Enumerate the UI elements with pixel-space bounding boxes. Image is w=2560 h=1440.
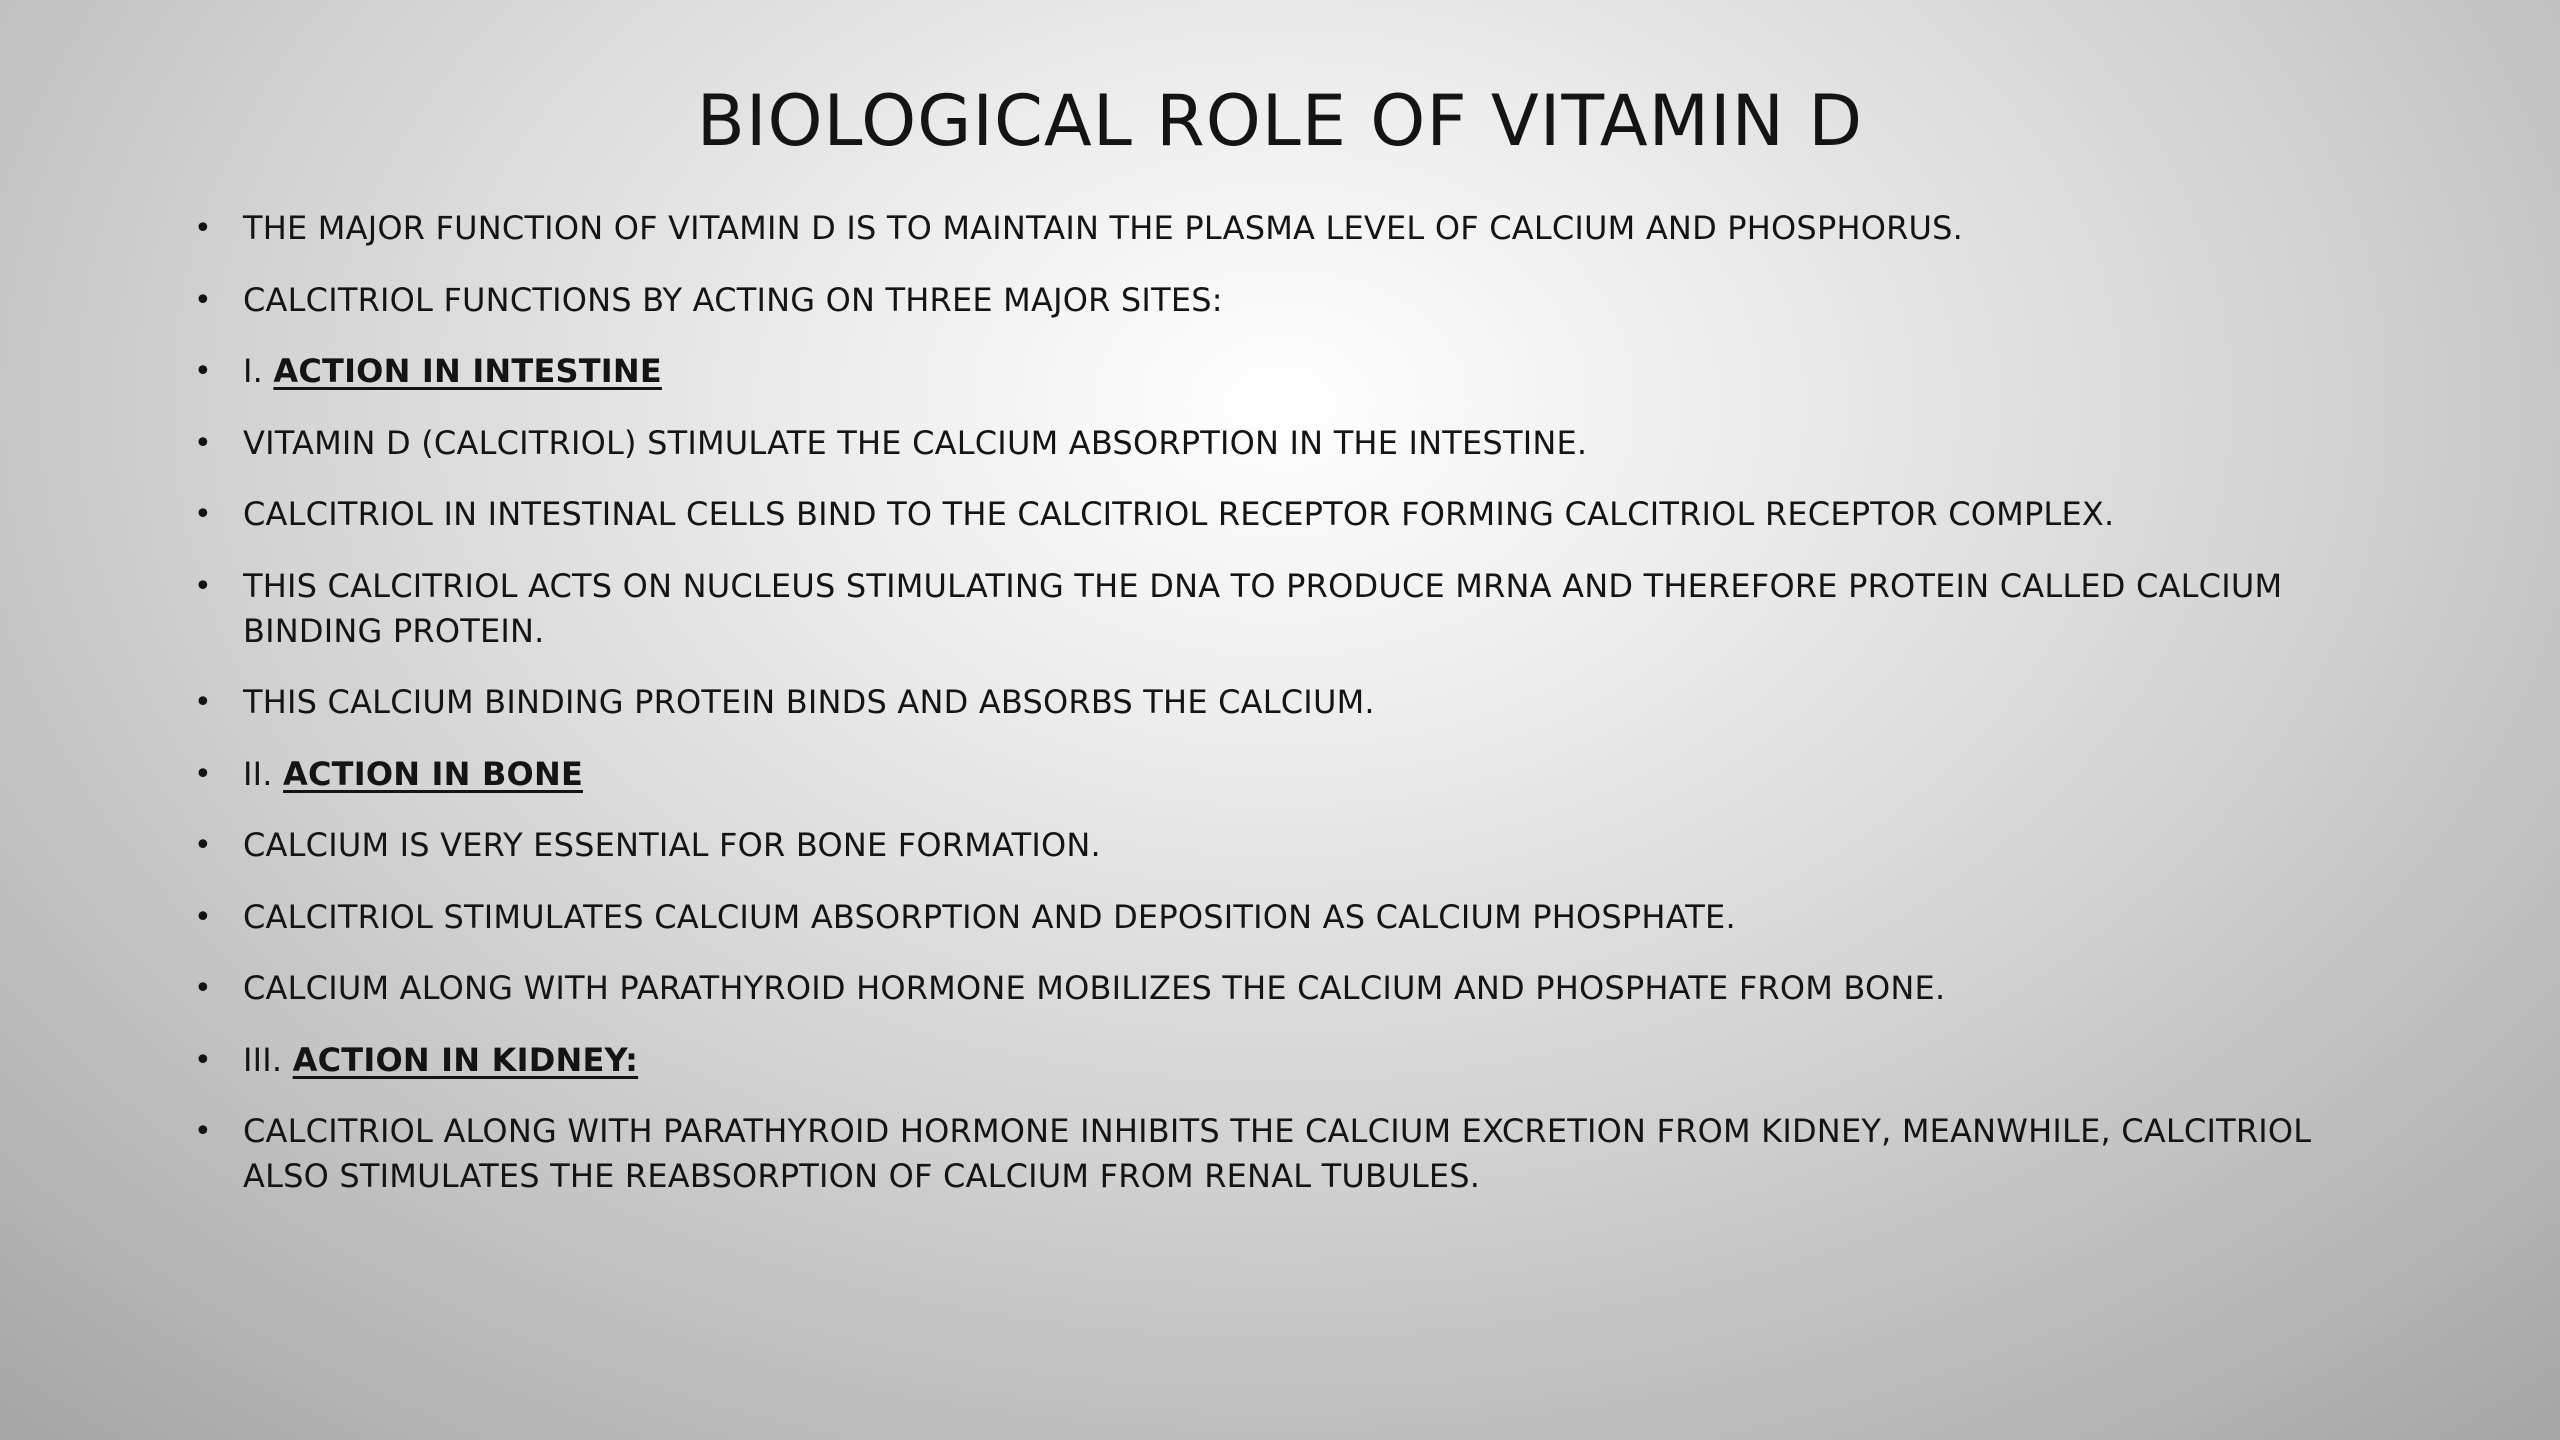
- section-heading-text: ACTION IN INTESTINE: [273, 352, 662, 390]
- bullet-item: [186, 278, 2336, 323]
- bullet-text: THE MAJOR FUNCTION OF VITAMIN D IS TO MAINTAIN THE PLASMA LEVEL OF CALCIUM AND PHOSPHORUS.: [243, 209, 1964, 247]
- bullet-item: [186, 421, 2336, 466]
- bullet-text: CALCITRIOL FUNCTIONS BY ACTING ON THREE MAJOR SITES:: [243, 280, 1223, 319]
- bullet-list: [186, 206, 2336, 1226]
- bullet-text: CALCIUM IS VERY ESSENTIAL FOR BONE FORMATION.: [243, 826, 1101, 864]
- bullet-text: VITAMIN D (CALCITRIOL) STIMULATE THE CALCIUM ABSORPTION IN THE INTESTINE.: [243, 423, 1588, 462]
- slide-title: BIOLOGICAL ROLE OF VITAMIN D: [696, 80, 1864, 162]
- bullet-text: THIS CALCITRIOL ACTS ON NUCLEUS STIMULATING THE DNA TO PRODUCE MRNA AND THEREFORE PROTEIN CALLED CALCIUM BINDING PROTEIN.: [243, 566, 2283, 650]
- section-numeral: II.: [243, 754, 284, 793]
- section-heading-intestine: [186, 349, 2336, 394]
- bullet-text: CALCITRIOL IN INTESTINAL CELLS BIND TO THE CALCITRIOL RECEPTOR FORMING CALCITRIOL RECEPTOR COMPLEX.: [243, 495, 2115, 533]
- bullet-text: THIS CALCIUM BINDING PROTEIN BINDS AND ABSORBS THE CALCIUM.: [243, 683, 1375, 721]
- bullet-item: [186, 895, 2336, 940]
- section-heading-bone: [186, 752, 2336, 797]
- bullet-item: [186, 564, 2336, 654]
- bullet-text: CALCITRIOL STIMULATES CALCIUM ABSORPTION AND DEPOSITION AS CALCIUM PHOSPHATE.: [243, 897, 1736, 936]
- bullet-item: [186, 206, 2336, 251]
- section-heading-text: ACTION IN BONE: [283, 754, 584, 793]
- bullet-item: [186, 823, 2336, 868]
- bullet-text: CALCIUM ALONG WITH PARATHYROID HORMONE MOBILIZES THE CALCIUM AND PHOSPHATE FROM BONE.: [243, 969, 1946, 1007]
- bullet-text: CALCITRIOL ALONG WITH PARATHYROID HORMONE INHIBITS THE CALCIUM EXCRETION FROM KIDNEY, MEANWHILE, CALCITRIOL ALSO STIMULATES THE REABSORPTION OF CALCIUM FROM RENAL TUBULES.: [243, 1112, 2312, 1195]
- section-numeral: I.: [243, 352, 274, 390]
- bullet-item: [186, 680, 2336, 725]
- section-numeral: III.: [243, 1040, 293, 1079]
- bullet-item: [186, 492, 2336, 537]
- bullet-item: [186, 1109, 2336, 1199]
- section-heading-kidney: [186, 1038, 2336, 1083]
- bullet-item: [186, 966, 2336, 1011]
- section-heading-text: ACTION IN KIDNEY:: [292, 1040, 639, 1079]
